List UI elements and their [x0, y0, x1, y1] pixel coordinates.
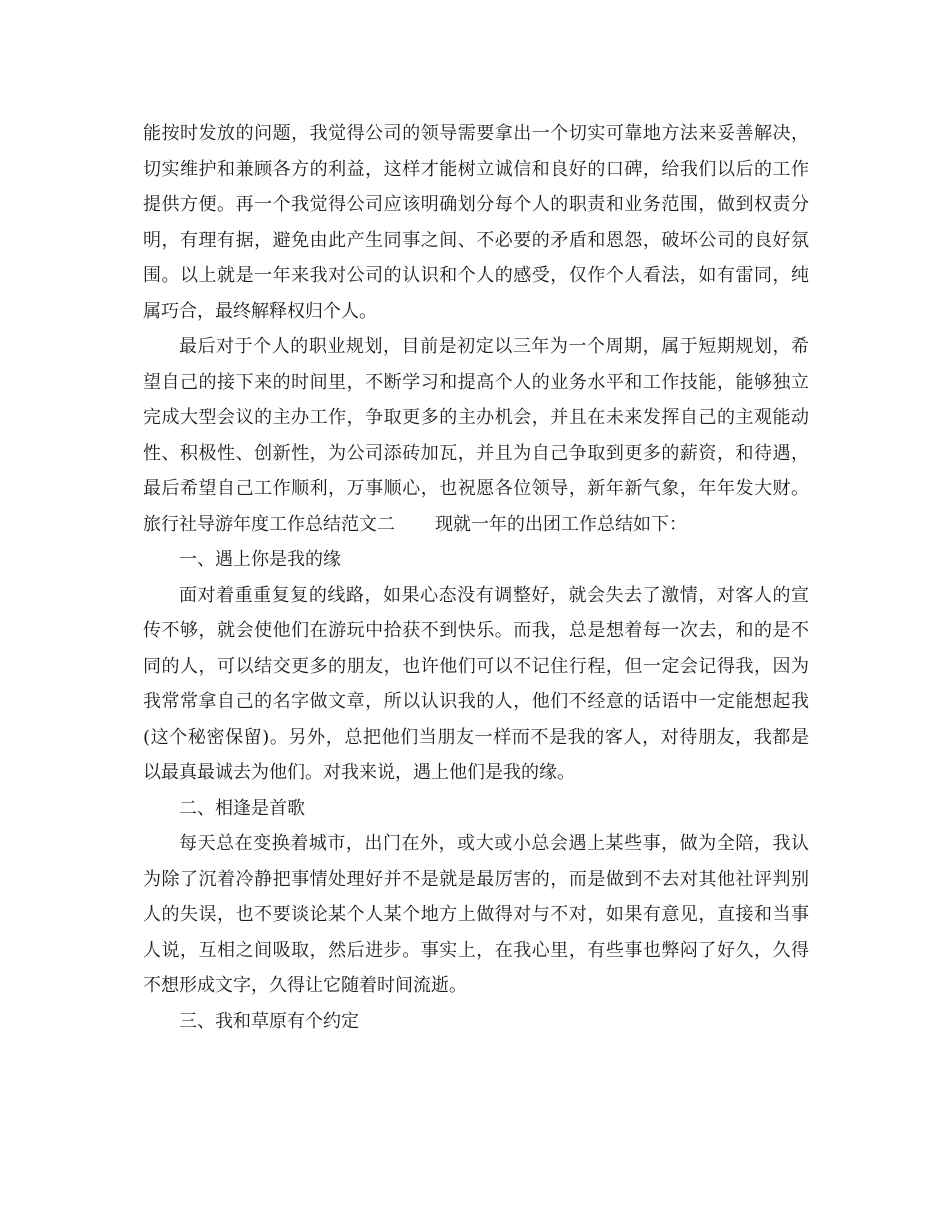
text-line: 提供方便。再一个我觉得公司应该明确划分每个人的职责和业务范围，做到权责分: [143, 194, 809, 215]
section-heading: 二、相逢是首歌: [179, 797, 305, 819]
text-line: 传不够，就会使他们在游玩中拾获不到快乐。而我，总是想着每一次去，和的是不: [143, 620, 809, 641]
text-line: 切实维护和兼顾各方的利益，这样才能树立诚信和良好的口碑，给我们以后的工作: [143, 158, 809, 180]
text-line: 每天总在变换着城市，出门在外，或大或小总会遇上某些事，做为全陪，我认: [179, 833, 809, 854]
text-line: 人的失误，也不要谈论某个人某个地方上做得对与不对，如果有意见，直接和当事: [143, 904, 809, 925]
text-line: 同的人，可以结交更多的朋友，也许他们可以不记住行程，但一定会记得我，因为: [143, 655, 809, 677]
text-line: 面对着重重复复的线路，如果心态没有调整好，就会失去了激情，对客人的宣: [179, 584, 809, 606]
text-line: 最后对于个人的职业规划，目前是初定以三年为一个周期，属于短期规划，希: [179, 336, 809, 357]
text-line: (这个秘密保留)。另外，总把他们当朋友一样而不是我的客人，对待朋友，我都是: [143, 726, 809, 748]
text-line: 明，有理有据，避免由此产生同事之间、不必要的矛盾和恩怨，破坏公司的良好氛: [143, 229, 809, 251]
document-body: [143, 116, 809, 1039]
text-line: 望自己的接下来的时间里，不断学习和提高个人的业务水平和工作技能，能够独立: [143, 371, 809, 393]
text-line: 属巧合，最终解释权归个人。: [143, 300, 377, 322]
text-line: 围。以上就是一年来我对公司的认识和个人的感受，仅作个人看法，如有雷同，纯: [143, 265, 809, 286]
section-heading: 三、我和草原有个约定: [179, 1010, 359, 1032]
text-line: 人说，互相之间吸取，然后进步。事实上，在我心里，有些事也弊闷了好久，久得: [143, 939, 809, 961]
text-line: 最后希望自己工作顺利，万事顺心，也祝愿各位领导，新年新气象，年年发大财。: [143, 478, 809, 499]
document-title: 旅行社导游年度工作总结范文二: [143, 513, 395, 535]
text-line: 性、积极性、创新性，为公司添砖加瓦，并且为自己争取到更多的薪资，和待遇，: [143, 442, 809, 464]
text-line: 为除了沉着冷静把事情处理好并不是就是最厉害的，而是做到不去对其他社评判别: [143, 868, 809, 890]
intro-sentence: 现就一年的出团工作总结如下：: [435, 513, 687, 535]
text-line: 以最真最诚去为他们。对我来说，遇上他们是我的缘。: [143, 762, 575, 783]
section-heading: 一、遇上你是我的缘: [179, 549, 341, 570]
text-line: 不想形成文字，久得让它随着时间流逝。: [143, 975, 467, 996]
text-line: 完成大型会议的主办工作，争取更多的主办机会，并且在未来发挥自己的主观能动: [143, 407, 809, 428]
text-line: 我常常拿自己的名字做文章，所以认识我的人，他们不经意的话语中一定能想起我: [143, 691, 809, 712]
text-line: 能按时发放的问题，我觉得公司的领导需要拿出一个切实可靠地方法来妥善解决，: [143, 123, 809, 144]
title-line: [143, 507, 809, 543]
